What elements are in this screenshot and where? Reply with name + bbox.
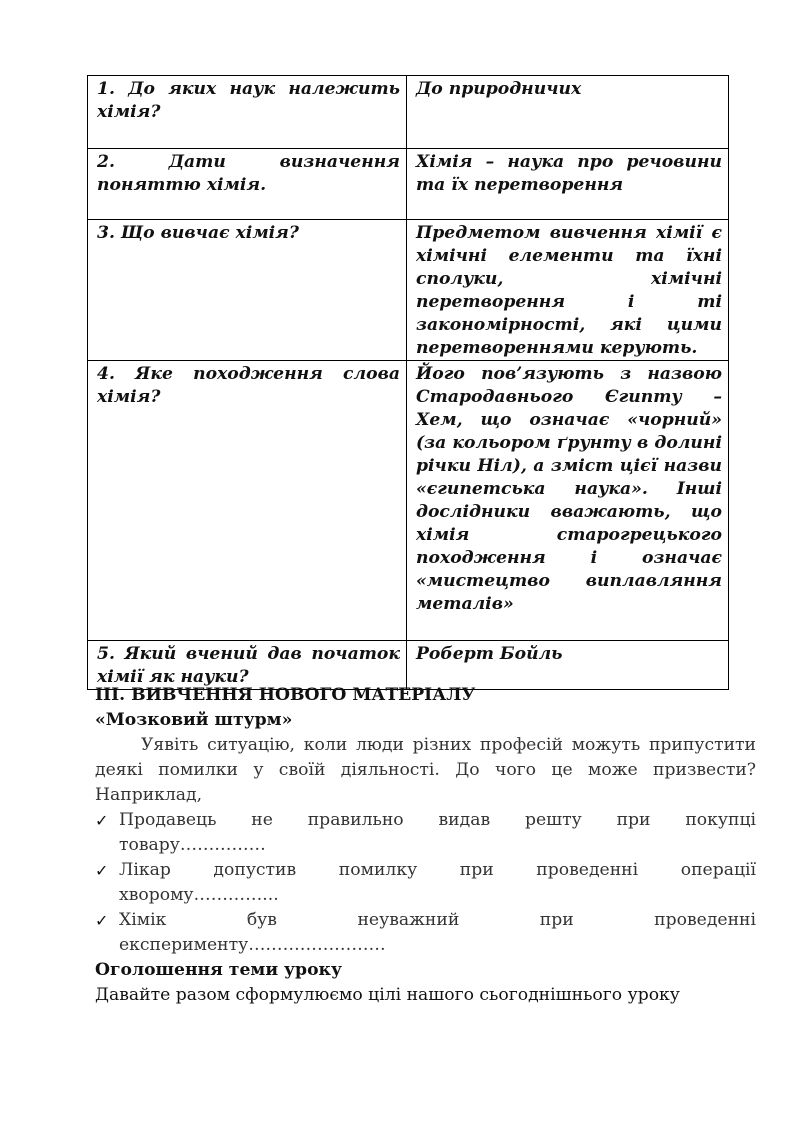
examples-list [95,808,756,958]
example-text: Продавець не правильно видав решту при покупці [119,810,756,830]
example-continuation: експерименту…………………… [119,935,386,955]
example-text: Хімік був неуважний при проведенні [119,910,756,930]
table-row [88,76,729,149]
intro-paragraph: Уявіть ситуацію, коли люди різних професій можуть припустити деякі помилки у своїй діяльності. До чого це може призвести? Наприклад, [95,735,756,805]
question-cell: 1. До яких наук належить хімія? [88,76,407,149]
lesson-section [95,683,756,1008]
list-item [95,858,756,908]
section-heading: ІІІ. ВИВЧЕННЯ НОВОГО МАТЕРІАЛУ [95,685,476,705]
closing-sentence: Давайте разом сформулюємо цілі нашого сьогоднішнього уроку [95,985,680,1005]
brainstorm-heading: «Мозковий штурм» [95,710,293,730]
answer-cell: До природничих [407,76,729,149]
checkmark-icon: ✓ [95,911,109,930]
example-continuation: хворому…………... [119,885,279,905]
checkmark-icon: ✓ [95,861,109,880]
question-cell: 4. Яке походження слова хімія? [88,361,407,641]
answer-cell: Хімія – наука про речовини та їх перетворення [407,149,729,220]
table-row [88,361,729,641]
answer-cell: Предметом вивчення хімії є хімічні елементи та їхні сполуки, хімічні перетворення і ті закономірності, які цими перетвореннями керують. [407,220,729,361]
answer-cell: Його пов’язують з назвою Стародавнього Єгипту – Хем, що означає «чорний» (за кольором ґрунту в долині річки Ніл), а зміст цієї назви «єгипетська наука». Інші дослідники вважають, що хімія старогрецького походження і означає «мистецтво виплавляння металів» [407,361,729,641]
question-cell: 5. Який вчений дав початок хімії як науки? [88,641,407,690]
qa-table [87,75,729,690]
question-cell: 2. Дати визначення поняттю хімія. [88,149,407,220]
topic-heading: Оголошення теми уроку [95,960,342,980]
question-cell: 3. Що вивчає хімія? [88,220,407,361]
checkmark-icon: ✓ [95,811,109,830]
list-item [95,808,756,858]
list-item [95,908,756,958]
table-row [88,220,729,361]
example-text: Лікар допустив помилку при проведенні операції [119,860,756,880]
table-row [88,149,729,220]
example-continuation: товару…………… [119,835,266,855]
answer-cell: Роберт Бойль [407,641,729,690]
